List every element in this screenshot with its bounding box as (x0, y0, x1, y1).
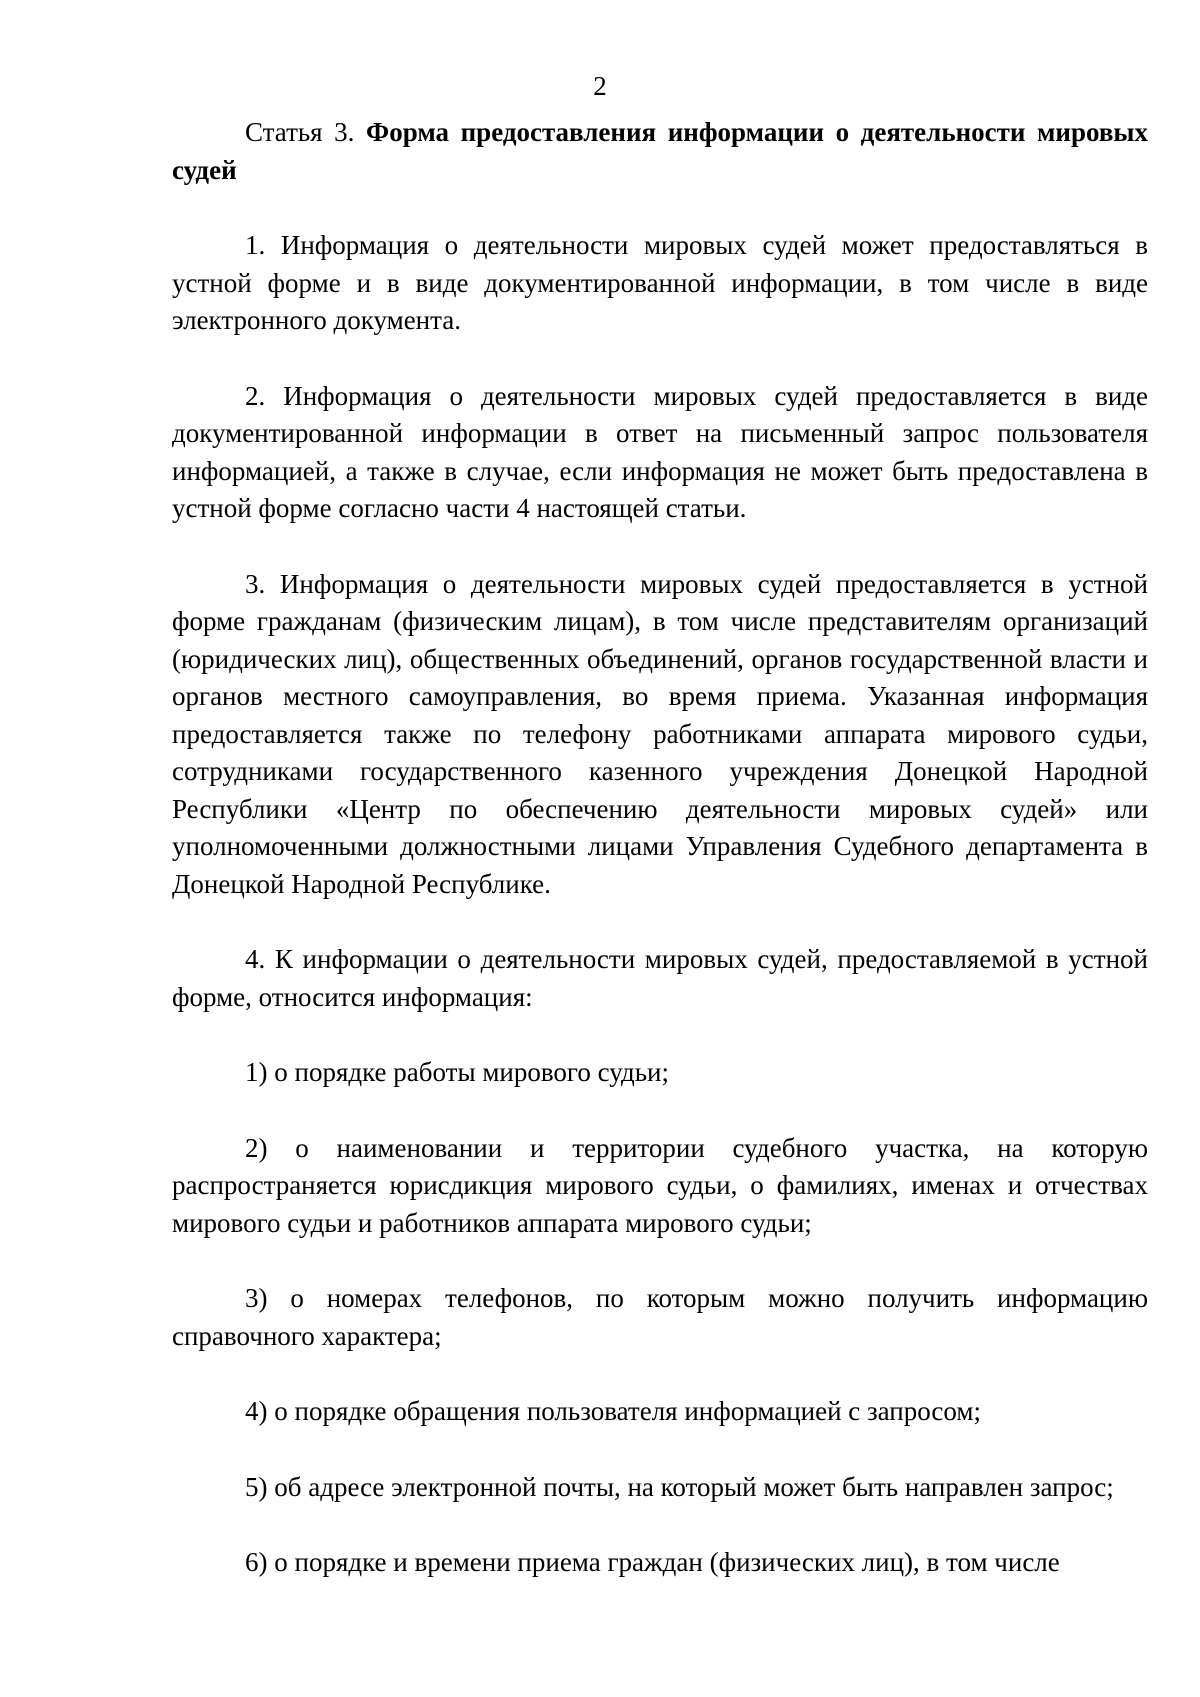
article-heading (172, 114, 1148, 189)
list-item-6: 6) о порядке и времени приема граждан (физических лиц), в том числе (245, 1547, 1060, 1577)
paragraph-2: 2. Информация о деятельности мировых судей предоставляется в виде документированной информации в ответ на письменный запрос пользователя информацией, а также в случае, если информация не может быть предоставлена в устной форме согласно части 4 настоящей статьи. (172, 380, 1148, 523)
paragraph-1: 1. Информация о деятельности мировых судей может предоставляться в устной форме и в виде документированной информации, в том числе в виде электронного документа. (172, 230, 1148, 335)
page-number: 2 (593, 71, 607, 101)
paragraph-4: 4. К информации о деятельности мировых судей, предоставляемой в устной форме, относится информация: (172, 944, 1148, 1012)
document-body (172, 114, 1148, 1620)
article-prefix: Статья 3. (245, 117, 355, 147)
list-item-2: 2) о наименовании и территории судебного участка, на которую распространяется юрисдикция мирового судьи, о фамилиях, именах и отчествах мирового судьи и работников аппарата мирового судьи; (172, 1132, 1148, 1238)
list-item-5: 5) об адресе электронной почты, на который может быть направлен запрос; (245, 1471, 1114, 1502)
paragraph-3: 3. Информация о деятельности мировых судей предоставляется в устной форме гражданам (физическим лицам), в том числе представителям организаций (юридических лиц), общественных объединений, органов государственной власти и органов местного самоуправления, во время приема. Указанная информация предоставляется также по телефону работниками аппарата мирового судьи, сотрудниками государственного казенного учреждения Донецкой Народной Республики «Центр по обеспечению деятельности мировых судей» или уполномоченными должностными лицами Управления Судебного департамента в Донецкой Народной Республике. (172, 568, 1148, 899)
article-title: Форма предоставления информации о деятельности мировых судей (172, 117, 1148, 185)
list-item-1: 1) о порядке работы мирового судьи; (245, 1057, 670, 1087)
list-item-4: 4) о порядке обращения пользователя информацией с запросом; (245, 1396, 981, 1426)
list-item-3: 3) о номерах телефонов, по которым можно получить информацию справочного характера; (172, 1283, 1148, 1351)
